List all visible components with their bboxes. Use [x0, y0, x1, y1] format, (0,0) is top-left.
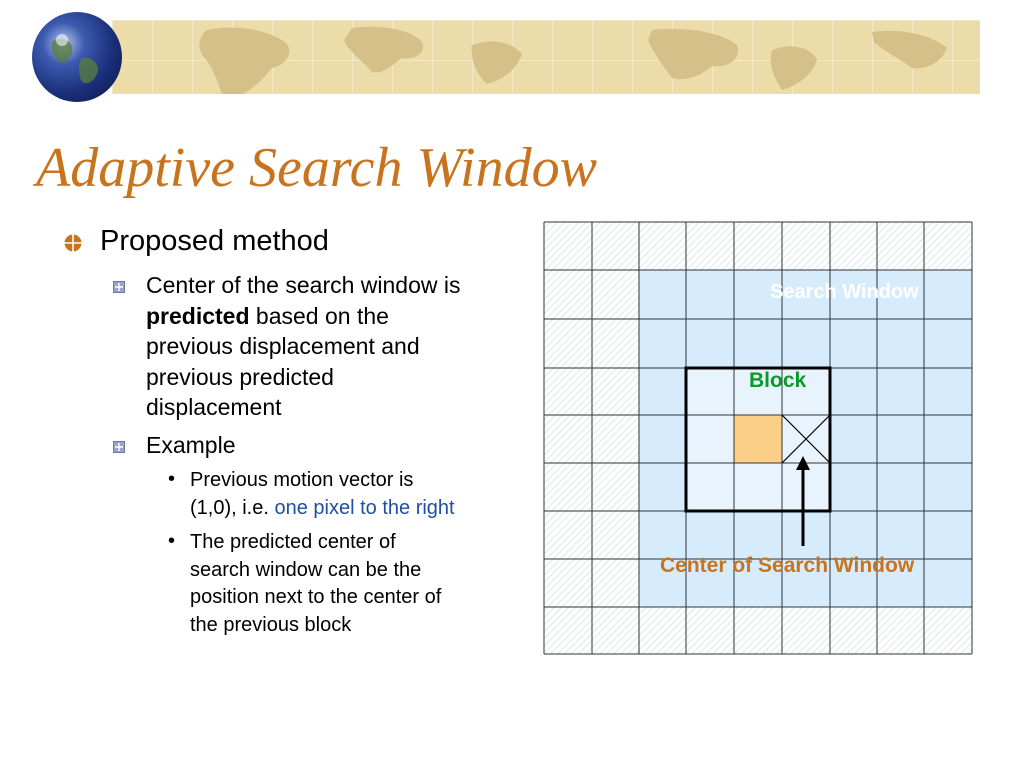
text-line: search window can be the	[190, 558, 422, 581]
text-line: previous displacement and	[146, 333, 420, 359]
slide-title: Adaptive Search Window	[36, 137, 597, 199]
bullet-example: Example	[146, 432, 236, 458]
text-line: Center of the search window is	[146, 272, 461, 298]
bold-predicted: predicted	[146, 302, 250, 329]
text-line: the previous block	[190, 613, 352, 636]
bullet-proposed-method: Proposed method	[100, 225, 329, 257]
text-line: based on the	[249, 302, 389, 329]
block-label: Block	[749, 369, 807, 392]
globe-bullet-icon	[64, 234, 82, 252]
dot-bullet: •	[168, 468, 176, 490]
text-line: The predicted center of	[190, 531, 396, 553]
dot-bullet: •	[168, 530, 176, 552]
bullet-previous-motion-vector	[190, 467, 535, 522]
text-line: displacement	[146, 394, 282, 420]
highlight-one-pixel-right: one pixel to the right	[274, 496, 455, 519]
previous-center-cell	[734, 415, 782, 463]
text-line: (1,0), i.e.	[190, 496, 275, 519]
bullet-predicted-center	[190, 529, 535, 639]
search-window-label: Search Window	[770, 281, 919, 303]
center-of-search-window-label: Center of Search Window	[660, 554, 915, 577]
bullet-center-prediction	[146, 270, 546, 423]
square-bullet-icon	[113, 281, 125, 293]
text-line: previous predicted	[146, 363, 334, 390]
text-line: position next to the center of	[190, 586, 442, 608]
square-bullet-icon	[113, 441, 125, 453]
text-line: Previous motion vector is	[190, 469, 414, 491]
